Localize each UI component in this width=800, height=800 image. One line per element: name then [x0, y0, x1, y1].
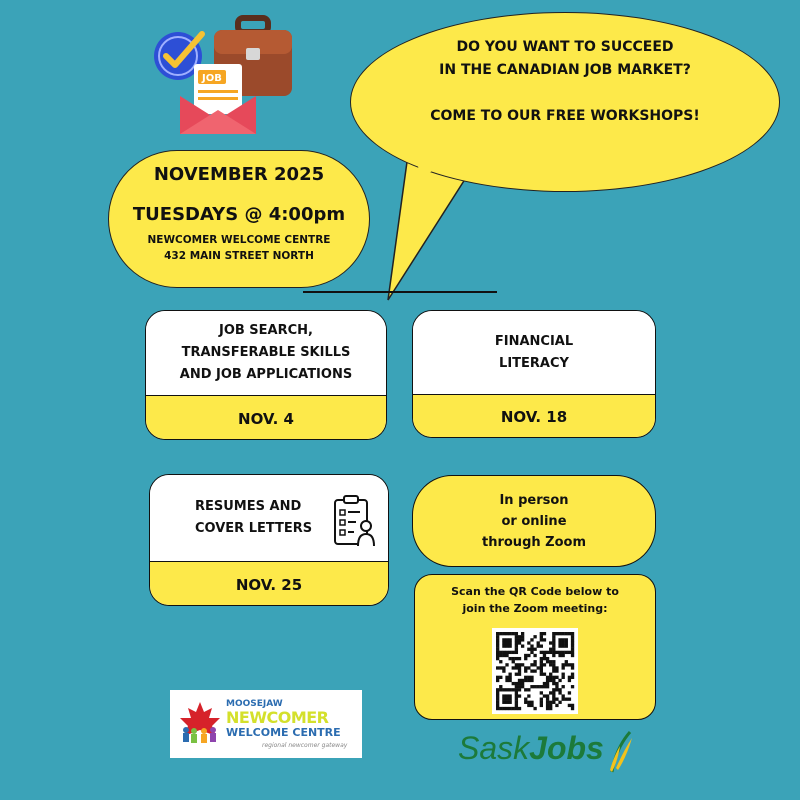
workshop-title-line: TRANSFERABLE SKILLS [181, 345, 351, 360]
headline-line2: IN THE CANADIAN JOB MARKET? [439, 62, 691, 78]
workshop-title-line: AND JOB APPLICATIONS [179, 367, 353, 382]
workshop-title [413, 311, 655, 394]
mode-line: or online [501, 513, 567, 529]
saskjobs-logo [458, 730, 604, 767]
workshop-title-line: RESUMES AND [195, 499, 302, 514]
maple-leaf-people-icon [176, 698, 224, 746]
logo-line: WELCOME CENTRE [226, 726, 341, 739]
headline-line3: COME TO OUR FREE WORKSHOPS! [430, 108, 700, 124]
headline [360, 36, 770, 128]
workshop-date: NOV. 4 [146, 395, 386, 440]
headline-line1: DO YOU WANT TO SUCCEED [456, 39, 674, 55]
workshop-title-line: JOB SEARCH, [218, 323, 313, 338]
qr-code[interactable] [492, 628, 578, 714]
workshop-title-line: LITERACY [499, 355, 569, 371]
qr-line: Scan the QR Code below to [451, 585, 619, 598]
divider [303, 291, 497, 293]
attendance-mode [412, 475, 656, 567]
qr-instructions [414, 583, 656, 617]
saskjobs-part2: Jobs [529, 730, 604, 766]
workshop-title-line: FINANCIAL [494, 333, 574, 349]
mode-line: In person [499, 492, 569, 508]
address-label: 432 MAIN STREET NORTH [164, 250, 314, 262]
wheat-icon [606, 728, 636, 776]
workshop-title [146, 311, 386, 395]
logo-line: MOOSEJAW [226, 699, 283, 709]
time-label: TUESDAYS @ 4:00pm [132, 204, 346, 225]
location [108, 232, 370, 264]
qr-code-icon [492, 628, 578, 714]
month-label: NOVEMBER 2025 [153, 164, 325, 185]
venue-label: NEWCOMER WELCOME CENTRE [147, 234, 331, 246]
workshop-date: NOV. 18 [413, 394, 655, 438]
qr-line: join the Zoom meeting: [462, 602, 608, 615]
workshop-date: NOV. 25 [150, 561, 388, 606]
workshop-card-job-search [145, 310, 387, 440]
mode-line: through Zoom [482, 534, 586, 550]
logo-tagline: regional newcomer gateway [262, 742, 348, 749]
clipboard-checklist-icon [332, 494, 378, 550]
job-envelope-icon [176, 62, 260, 138]
workshop-card-financial-literacy [412, 310, 656, 438]
workshop-title-line: COVER LETTERS [195, 521, 313, 536]
svg-text:JOB: JOB [202, 73, 222, 84]
logo-line: NEWCOMER [226, 708, 329, 727]
saskjobs-part1: Sask [458, 730, 530, 766]
